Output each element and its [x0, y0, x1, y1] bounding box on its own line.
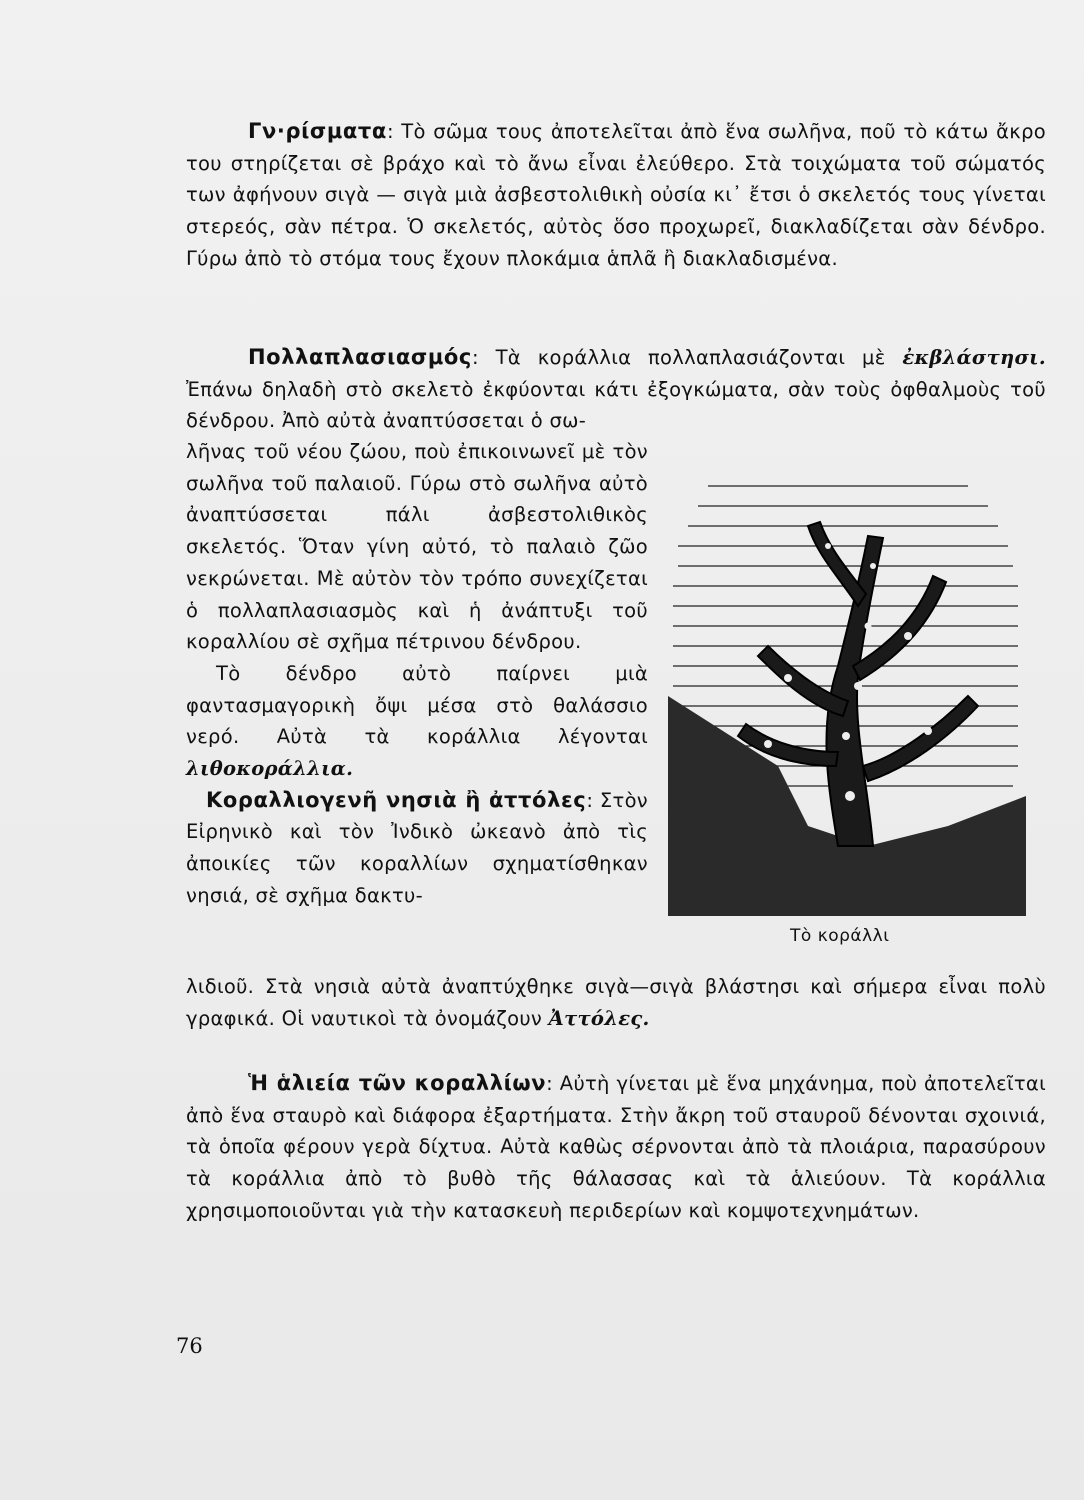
tree-text: Τὸ δένδρο αὐτὸ παίρνει μιὰ φαντασμαγορικὴ ὄψι μέσα στὸ θαλάσσιο νερό. Αὐτὰ τὰ κοράλλια λέγονται — [186, 661, 648, 749]
coral-branch — [808, 522, 866, 606]
atolls-tail-text: λιδιοῦ. Στὰ νησιὰ αὐτὰ ἀναπτύχθηκε σιγὰ—σιγὰ βλάστησι καὶ σήμερα εἶναι πολὺ γραφικά. Οἱ ναυτικοὶ τὰ ὀνομάζουν — [186, 975, 1046, 1030]
coral-branch — [863, 696, 978, 781]
atolls-column-text: : Στὸν Εἰρηνικὸ καὶ τὸν Ἰνδικὸ ὠκεανὸ ἀπὸ τὶς ἀποικίες τῶν κοραλλίων σχηματίσθηκαν νησιά, σὲ σχῆμα δακτυ- — [186, 788, 649, 907]
term-budding: ἐκβλάστησι. — [902, 346, 1046, 369]
page-number: 76 — [176, 1334, 203, 1358]
paragraph-features — [186, 116, 1046, 275]
coral-illustration — [668, 466, 1026, 916]
atolls-tail — [186, 971, 1046, 1034]
paragraph-reproduction-intro — [186, 342, 1046, 437]
heading-features: Γν·ρίσματα — [248, 119, 387, 143]
reproduction-text-a: : Τὰ κοράλλια πολλαπλασιάζονται μὲ — [471, 346, 903, 369]
term-lithocoral: λιθοκοράλλια. — [186, 757, 354, 781]
heading-reproduction: Πολλαπλασιασμός — [248, 345, 472, 369]
figure-caption: Τὸ κοράλλι — [790, 926, 890, 946]
features-text: : Τὸ σῶμα τους ἀποτελεῖται ἀπὸ ἕνα σωλῆνα, ποῦ τὸ κάτω ἄκρο του στηρίζεται σὲ βράχο καὶ τὸ ἄνω εἶναι ἐλεύθερο. Στὰ τοιχώματα τοῦ σώματός των ἀφήνουν σιγὰ — σιγὰ μιὰ ἀσβεστολιθικὴ οὐσία κι᾿ ἔτσι ὁ σκελετός τους γίνεται στερεός, σὰν πέτρα. Ὁ σκελετός, αὐτὸς ὅσο προχωρεῖ, διακλαδίζεται σὰν δένδρο. Γύρω ἀπὸ τὸ στόμα τους ἔχουν πλοκάμια ἁπλᾶ ἢ διακλαδισμένα. — [186, 120, 1046, 270]
heading-atolls: Κοραλλιογενῆ νησιὰ ἢ ἀττόλες — [206, 787, 587, 812]
paragraph-fishing — [186, 1068, 1046, 1227]
reproduction-column-text: λῆνας τοῦ νέου ζώου, ποὺ ἐπικοινωνεῖ μὲ τὸν σωλῆνα τοῦ παλαιοῦ. Γύρω στὸ σωλῆνα αὐτὸ ἀναπτύσσεται πάλι ἀσβεστολιθικὸς σκελετός. Ὅταν γίνη αὐτό, τὸ παλαιὸ ζῶο νεκρώνεται. Μὲ αὐτὸν τὸν τρόπο συνεχίζεται ὁ πολλαπλασιασμὸς καὶ ἡ ἀνάπτυξι τοῦ κοραλλίου σὲ σχῆμα πέτρινου δένδρου. — [186, 440, 648, 654]
term-atolls: Ἀττόλες. — [548, 1006, 650, 1030]
heading-fishing: Ἡ ἁλιεία τῶν κοραλλίων — [248, 1071, 547, 1095]
reproduction-text-b: Ἐπάνω δηλαδὴ στὸ σκελετὸ ἐκφύονται κάτι ἐξογκώματα, σὰν τοὺς ὀφθαλμοὺς τοῦ δένδρου. Ἀπὸ αὐτὰ ἀναπτύσσεται ὁ σω- — [186, 377, 1046, 433]
fishing-text: : Αὐτὴ γίνεται μὲ ἕνα μηχάνημα, ποὺ ἀποτελεῖται ἀπὸ ἕνα σταυρὸ καὶ διάφορα ἐξαρτήματα. Στὴν ἄκρη τοῦ σταυροῦ δένονται σχοινιά, τὰ ὁποῖα φέρουν γερὰ δίχτυα. Αὐτὰ καθὼς σέρνονται ἀπὸ τὰ πλοιάρια, παρασύρουν τὰ κοράλλια ἀπὸ τὸ βυθὸ τῆς θάλασσας καὶ τὰ ἁλιεύουν. Τὰ κοράλλια χρησιμοποιοῦνται γιὰ τὴν κατασκευὴ περιδερίων καὶ κομψοτεχνημάτων. — [186, 1072, 1046, 1222]
